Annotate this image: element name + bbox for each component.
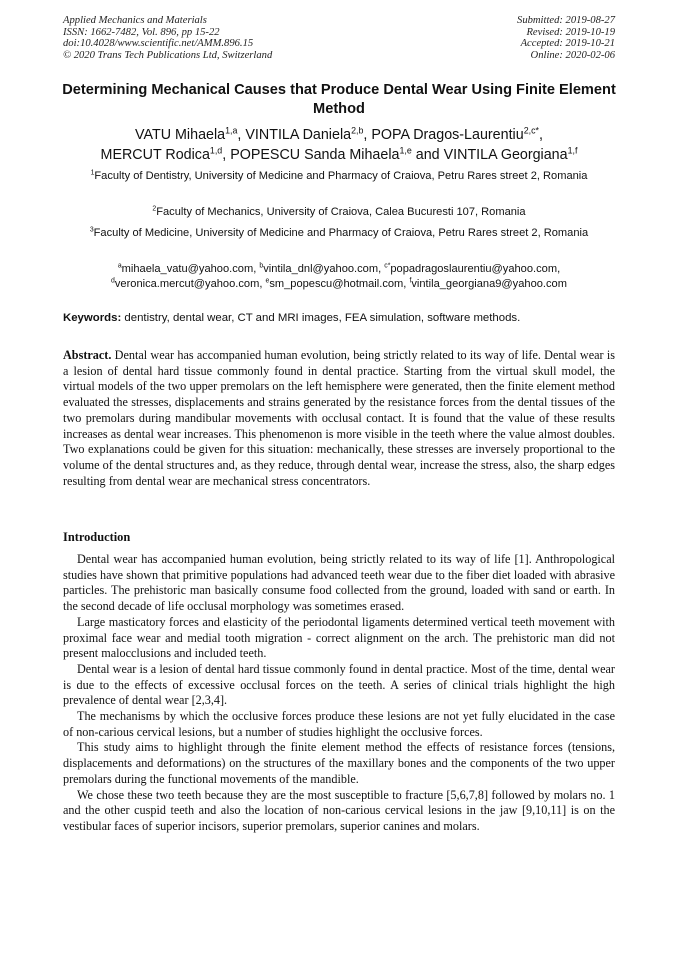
author: VINTILA Georgiana$^{1,f}$ [443,145,578,163]
abstract-text: Dental wear has accompanied human evolution, being strictly related to its way of life. Dental wear is a lesion of dental hard tissue commonly found in dental practice. Starting from the virtual skull model, the virtual models of the two upper premolars on the left hemisphere were generated, then the finite element method evaluated the stresses, displacements and strains generated by the resistance forces from the dental tissues of the two premolars during mandibular movements with occlusal contact. It is found that the value of these results increases as dental wear increases. This phenomenon is more visible in the teeth where the value almost doubles. Two explanations could be given for this situation: mechanically, these stresses are inversely proportional to the volume of the dental structures and, as they reduce, through dental wear, increase the stress, also, the sharp edges resulting from dental wear are mechanical stress concentrators. [63,348,615,488]
email: $^b$vintila_dnl@yahoo.com [259,262,379,275]
author: VINTILA Daniela$^{2,b}$ [245,125,364,143]
author: POPESCU Sanda Mihaela$^{1,e}$ [230,145,412,163]
email: $^{c*}$popadragoslaurentiu@yahoo.com [384,262,558,275]
section-heading: Introduction [63,530,131,544]
paragraph: Dental wear has accompanied human evolution, being strictly related to its way of life [1]. Anthropological studies have shown that primitive populations had advanced teeth wear due to the fiber diet loaded with abrasive particles. The prehistoric man basically consume food collected from the ground, loaded with sand or earth. In the second decade of life occlusal morphology was sometimes erased. [63,552,615,614]
journal-copyright: © 2020 Trans Tech Publications Ltd, Switzerland [63,49,273,61]
keywords [63,311,618,326]
email: $^e$sm_popescu@hotmail.com [265,277,404,290]
keywords-text: dentistry, dental wear, CT and MRI images, FEA simulation, software methods. [124,312,521,324]
keywords-label: Keywords: [63,312,122,324]
submission-dates [517,15,615,61]
paragraph: Dental wear is a lesion of dental hard tissue commonly found in dental practice. Most of the time, dental wear is due to the effects of excessive occlusal forces on the teeth. A series of clinical trials highlight the high prevalence of dental wear [2,3,4]. [63,661,615,708]
email: $^a$mihaela_vatu@yahoo.com [117,262,254,275]
paper-title: Determining Mechanical Causes that Produce Dental Wear Using Finite Element Method [62,82,616,117]
date-online: Online: 2020-02-06 [530,49,615,61]
journal-doi: doi:10.4028/www.scientific.net/AMM.896.15 [63,38,254,50]
paragraph: We chose these two teeth because they are the most susceptible to fracture [5,6,7,8] followed by molars no. 1 and the other cuspid teeth and also the location of non-carious cervical lesions in the jaw [9,10,11] is on the vestibular faces of superior incisors, superior premolars, superior canines and molars. [63,787,615,833]
email: $^f$vintila_georgiana9@yahoo.com [409,277,567,290]
author: VATU Mihaela$^{1,a}$ [135,125,238,143]
date-submitted: Submitted: 2019-08-27 [517,15,615,26]
introduction-body [63,552,615,835]
affiliation-3: $^3$Faculty of Medicine, University of Medicine and Pharmacy of Craiova, Petru Rares street 2, Romania [89,226,589,239]
author: MERCUT Rodica$^{1,d}$ [100,145,223,163]
email: $^d$veronica.mercut@yahoo.com [111,277,260,290]
author: POPA Dragos-Laurentiu$^{2,c*}$ [371,125,539,143]
author-list: VATU Mihaela$^{1,a}$, VINTILA Daniela$^{2,b}$, POPA Dragos-Laurentiu$^{2,c*}$, MERCUT Rodica$^{1,d}$, POPESCU Sanda Mihaela$^{1,e}$ and VINTILA Georgiana$^{1,f}$ [100,125,578,163]
paragraph: Large masticatory forces and elasticity of the periodontal ligaments determined vertical teeth movement with proximal face wear and medial tooth migration - correct alignment on the arch. The prehistoric man did not present malocclusions and included teeth. [63,614,615,661]
journal-issn: ISSN: 1662-7482, Vol. 896, pp 15-22 [63,26,220,38]
journal-name: Applied Mechanics and Materials [63,15,207,26]
paragraph: The mechanisms by which the occlusive forces produce these lesions are not yet fully elucidated in the case of non-carious cervical lesions, but a number of studies highlight the occlusive forces. [63,709,615,739]
affiliation-1: $^1$Faculty of Dentistry, University of Medicine and Pharmacy of Craiova, Petru Rares street 2, Romania [90,169,588,182]
abstract-label: Abstract. [63,348,112,362]
date-revised: Revised: 2019-10-19 [526,26,615,38]
paragraph: This study aims to highlight through the finite element method the effects of resistance forces (tensions, displacements and deformations) on the structures of the maxillary bones and the components of the two upper premolars during the functional movements of the mandible. [63,740,615,786]
affiliation-2: $^2$Faculty of Mechanics, University of Craiova, Calea Bucuresti 107, Romania [152,205,526,218]
email-list: $^a$mihaela_vatu@yahoo.com, $^b$vintila_dnl@yahoo.com, $^{c*}$popadragoslaurentiu@yahoo.com, $^d$veronica.mercut@yahoo.com, $^e$sm_popescu@hotmail.com, $^f$vintila_georgiana9@yahoo.com [111,262,567,290]
journal-info [63,15,272,61]
abstract [63,348,615,489]
date-accepted: Accepted: 2019-10-21 [520,38,615,50]
